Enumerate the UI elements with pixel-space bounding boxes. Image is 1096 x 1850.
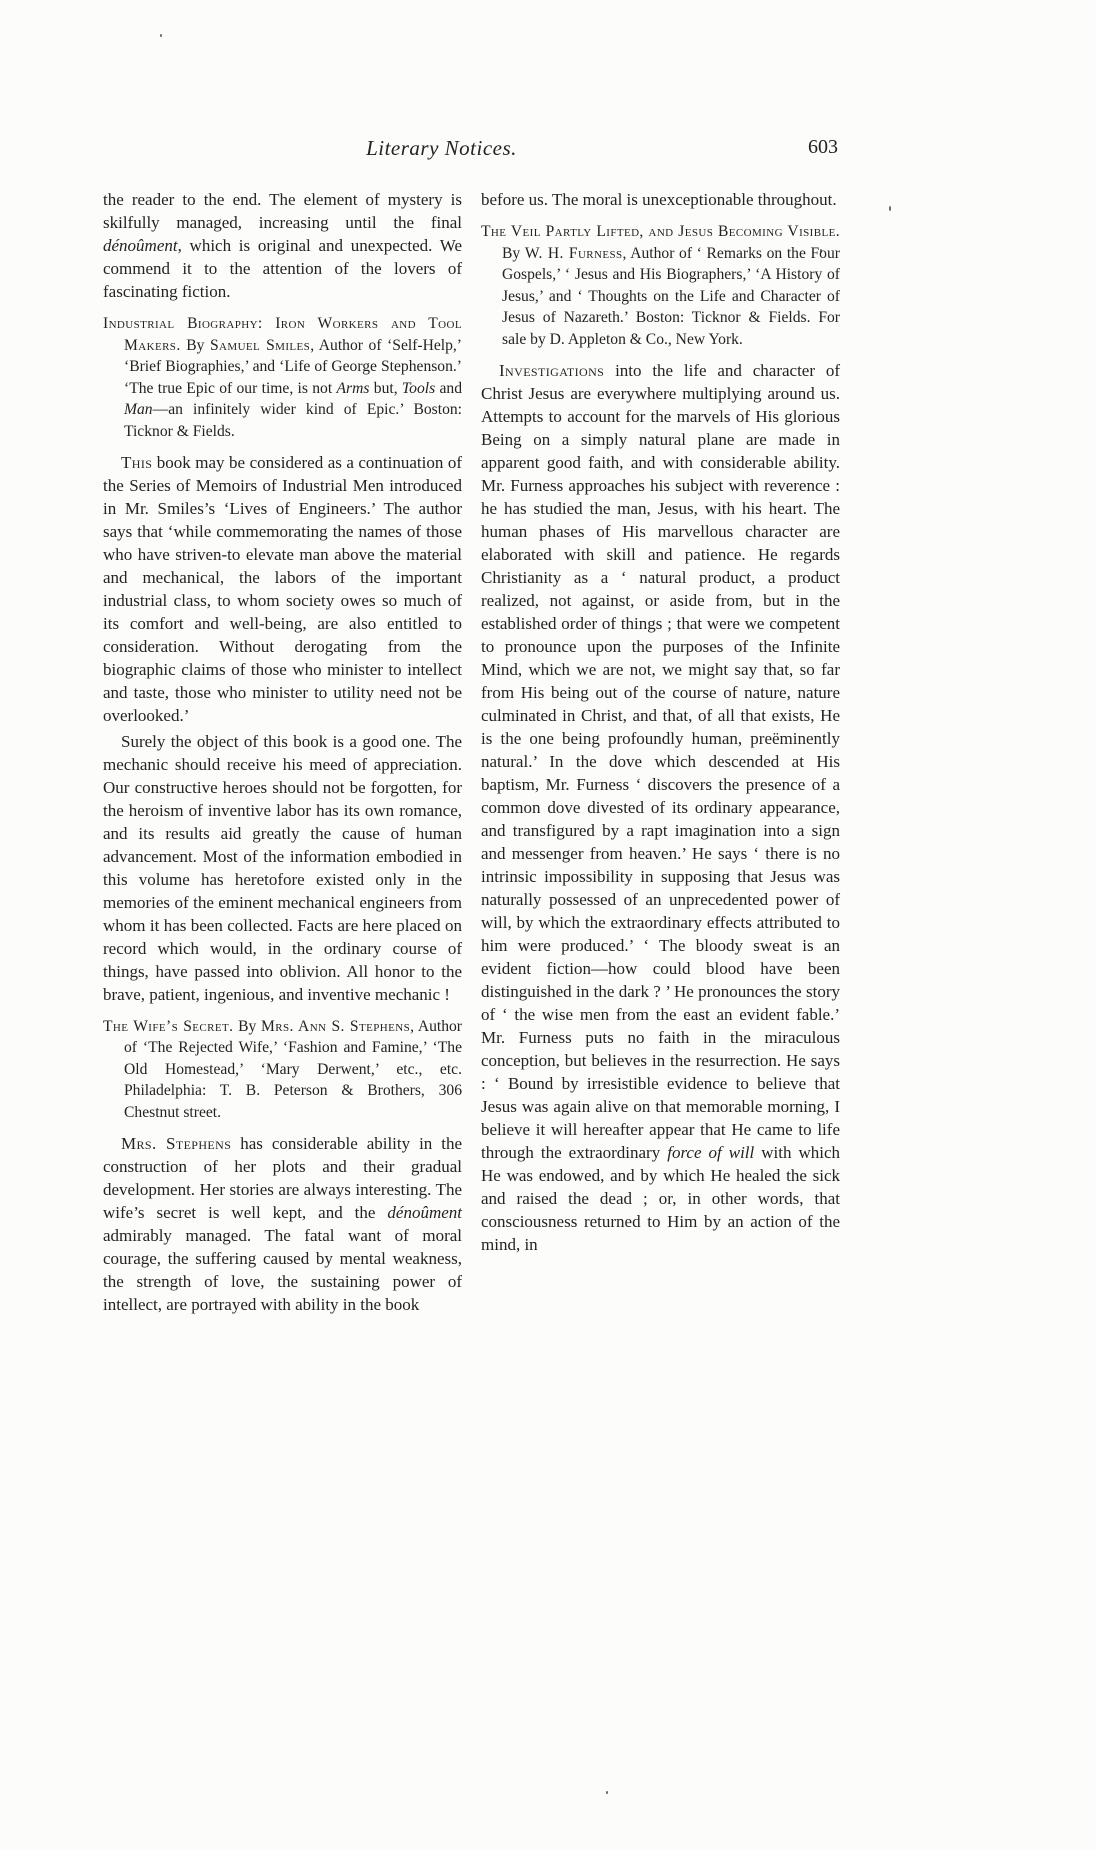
running-head bbox=[103, 136, 840, 172]
text-segment: , Author of ‘The Rejected Wife,’ ‘Fashion and Famine,’ ‘The Old Homestead,’ ‘Mary Derwent,’ etc., etc. Philadelphia: T. B. Peterson & Brothers, 306 Chestnut street. bbox=[124, 1017, 462, 1121]
text-segment: —an infinitely wider kind of Epic.’ Boston: Ticknor & Fields. bbox=[124, 401, 462, 440]
text-segment: , which is original and unexpected. We commend it to the attention of the lovers of fascinating fiction. bbox=[103, 236, 462, 301]
text-segment: By bbox=[233, 1017, 261, 1035]
text-segment: , Author of ‘ Remarks on the Four Gospels,’ ‘ Jesus and His Biographers,’ ‘A History of Jesus,’ and ‘ Thoughts on the Life and Character of Jesus of Nazareth.’ Boston: Ticknor & Fields. For sale by D. Appleton & Co., New York. bbox=[502, 244, 840, 348]
text-segment: Surely the object of this book is a good one. The mechanic should receive his meed of appreciation. Our constructive heroes should not be forgotten, for the heroism of inventive labor has its own romance, and its results aid greatly the cause of human advancement. Most of the information embodied in this volume has heretofore existed only in the memories of the eminent mechanical engineers from whom it has been collected. Facts are here placed on record which would, in the ordinary course of things, have passed into oblivion. All honor to the brave, patient, ingenious, and inventive mechanic ! bbox=[103, 731, 462, 1004]
page-body bbox=[103, 136, 840, 1319]
italic-text-segment: dénoûment bbox=[387, 1202, 462, 1222]
small-caps-text-segment: The Veil Partly Lifted, and Jesus Becoming Visible. bbox=[481, 223, 840, 240]
small-caps-text-segment: This bbox=[121, 452, 153, 472]
scan-artifact bbox=[160, 34, 162, 37]
small-caps-text-segment: W. H. Furness bbox=[524, 244, 623, 262]
scan-artifact bbox=[889, 206, 891, 211]
review-paragraph bbox=[103, 1132, 462, 1316]
bibliographic-entry bbox=[103, 313, 462, 443]
small-caps-text-segment: Industrial Biography: Iron Workers and Tool Makers. bbox=[103, 315, 462, 354]
text-segment: the reader to the end. The element of mystery is skilfully managed, increasing until the final bbox=[103, 190, 462, 232]
italic-text-segment: force of will bbox=[667, 1142, 755, 1162]
text-segment: and bbox=[435, 379, 463, 397]
text-segment: book may be considered as a continuation of the Series of Memoirs of Industrial Men introduced in Mr. Smiles’s ‘Lives of Engineers.’ The author says that ‘while commemorating the names of those who have striven-to elevate man above the material and mechanical, the labors of the important industrial class, to whom society owes so much of its comfort and well-being, are also entitled to consideration. Without derogating from the biographic claims of those who minister to intellect and taste, those who minister to utility need not be overlooked.’ bbox=[103, 452, 462, 725]
review-continuation-paragraph bbox=[103, 188, 462, 303]
text-segment: before us. The moral is unexceptionable throughout. bbox=[481, 190, 837, 209]
review-paragraph bbox=[481, 359, 840, 1256]
review-continuation-paragraph bbox=[481, 188, 840, 211]
italic-text-segment: Man bbox=[124, 401, 153, 419]
italic-text-segment: Tools bbox=[401, 379, 436, 397]
text-segment: has considerable ability in the construction of her plots and their gradual development. Her stories are always interesting. The wife’s secret is well kept, and the bbox=[103, 1133, 462, 1222]
text-segment: but, bbox=[369, 379, 402, 397]
bibliographic-entry bbox=[103, 1016, 462, 1124]
right-column bbox=[481, 188, 840, 1319]
text-segment: , Author of ‘Self-Help,’ ‘Brief Biographies,’ and ‘Life of George Stephenson.’ ‘The true Epic of our time, is not bbox=[124, 336, 462, 397]
scan-artifact bbox=[606, 1791, 608, 1794]
text-segment: into the life and character of Christ Jesus are everywhere multiplying around us. Attempts to account for the marvels of His glorious Being on a simply natural plane are made in apparent good faith, and with considerable ability. Mr. Furness approaches his subject with reverence : he has studied the man, Jesus, with his heart. The human phases of His marvellous character are elaborated with skill and patience. He regards Christianity as a ‘ natural product, a product realized, not against, or aside from, but in the established order of things ; that were we competent to pronounce upon the purposes of the Infinite Mind, which we are not, we might say that, so far from His being out of the course of nature, nature culminated in Christ, and that, of all that exists, He is the one being profoundly human, preëminently natural.’ In the dove which descended at His baptism, Mr. Furness ‘ discovers the presence of a common dove divested of its ordinary appearance, and transfigured by a rapt imagination into a sign and messenger from heaven.’ He says ‘ there is no intrinsic impossibility in supposing that Jesus was naturally possessed of an unprecedented power of will, by which the extraordinary effects attributed to him were produced.’ ‘ The bloody sweat is an evident fiction—how could blood have been distinguished in the dark ? ’ He pronounces the story of ‘ the wise men from the east an evident fable.’ Mr. Furness puts no faith in the miraculous conception, but believes in the resurrection. He says : ‘ Bound by irresistible evidence to believe that Jesus was again alive on that memorable morning, I believe it will hereafter appear that He came to life through the extraordinary bbox=[481, 360, 840, 1162]
italic-text-segment: dénoûment bbox=[103, 236, 178, 255]
italic-text-segment: Arms bbox=[336, 379, 370, 397]
small-caps-text-segment: Samuel Smiles bbox=[209, 336, 311, 354]
text-segment: By bbox=[502, 244, 525, 262]
review-paragraph bbox=[103, 730, 462, 1006]
page-title: Literary Notices. bbox=[366, 136, 517, 160]
small-caps-text-segment: Investigations bbox=[499, 360, 605, 380]
bibliographic-entry bbox=[481, 221, 840, 351]
left-column bbox=[103, 188, 462, 1319]
small-caps-text-segment: Mrs. Ann S. Stephens bbox=[261, 1017, 411, 1035]
small-caps-text-segment: The Wife’s Secret. bbox=[103, 1017, 234, 1035]
review-paragraph bbox=[103, 451, 462, 727]
text-segment: with which He was endowed, and by which He healed the sick and raised the dead ; or, in other words, that consciousness returned to Him by an action of the mind, in bbox=[481, 1142, 841, 1254]
text-columns bbox=[103, 188, 840, 1319]
text-segment: By bbox=[180, 336, 210, 354]
small-caps-text-segment: Mrs. Stephens bbox=[121, 1133, 232, 1153]
text-segment: admirably managed. The fatal want of moral courage, the suffering caused by mental weakness, the strength of love, the sustaining power of intellect, are portrayed with ability in the book bbox=[103, 1225, 462, 1314]
page-number: 603 bbox=[808, 136, 838, 158]
